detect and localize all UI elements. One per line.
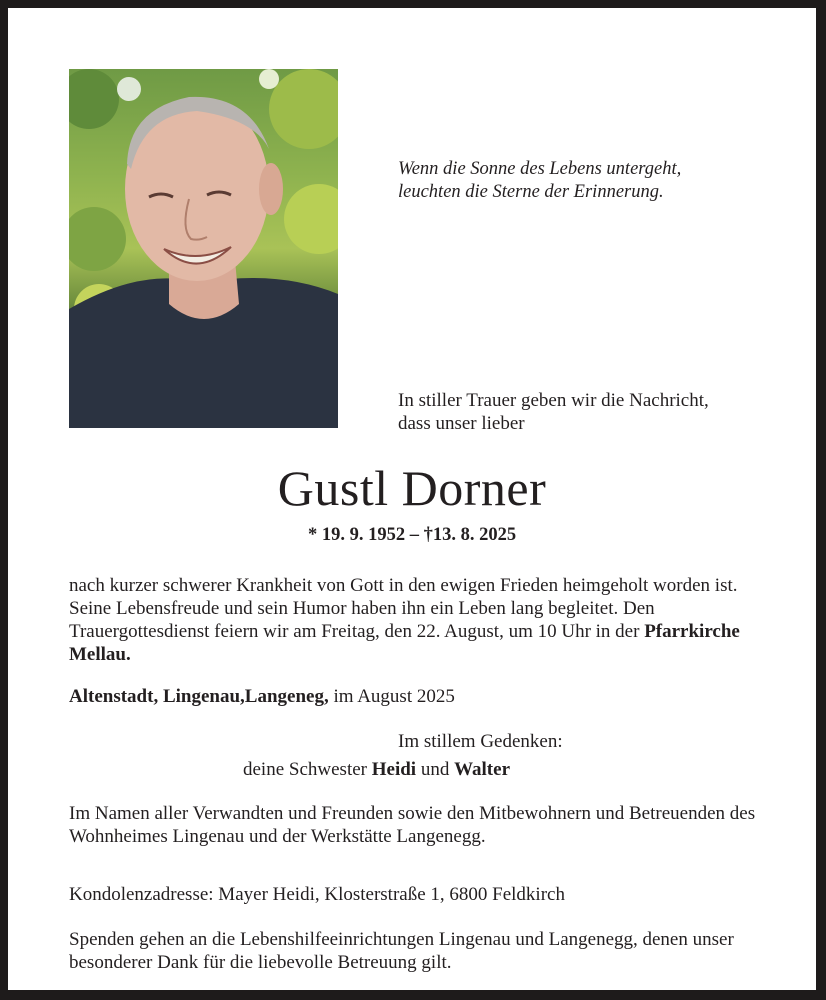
- birth-symbol: *: [307, 525, 318, 545]
- issue-date: im August 2025: [328, 686, 455, 707]
- obituary-page: [8, 8, 816, 990]
- mourner-name-2: Walter: [454, 759, 511, 780]
- condolence-address: Kondolenzadresse: Mayer Heidi, Klosterstraße 1, 6800 Feldkirch: [69, 884, 565, 905]
- mourner-prefix: deine Schwester: [243, 759, 372, 780]
- portrait-illustration: [69, 69, 338, 428]
- portrait-photo: [69, 69, 338, 428]
- announcement-body: [69, 574, 759, 666]
- body-end: .: [126, 644, 131, 665]
- deceased-name: Gustl Dorner: [277, 460, 547, 516]
- donation-note: Spenden gehen an die Lebenshilfeeinrichtungen Lingenau und Langenegg, denen unser besonderer Dank für die liebevolle Betreuung gilt.: [69, 929, 734, 973]
- life-dates: [8, 525, 816, 546]
- body-text: nach kurzer schwerer Krankheit von Gott in den ewigen Frieden heimgeholt worden ist. Seine Lebensfreude und sein Humor haben ihn ein Leben lang begleitet. Den Trauergottesdienst feiern wir am Freitag, den 22. August, um 10 Uhr in der: [69, 575, 738, 642]
- birth-date: 19. 9. 1952: [321, 525, 406, 545]
- quote-line-1: Wenn die Sonne des Lebens untergeht,: [398, 159, 682, 179]
- death-date: 13. 8. 2025: [432, 525, 517, 545]
- announcement-intro: [398, 389, 709, 435]
- date-separator: –: [405, 525, 424, 545]
- memorial-quote: [398, 158, 681, 204]
- intro-line-1: In stiller Trauer geben wir die Nachricht,: [398, 390, 709, 411]
- mourners: [243, 758, 510, 781]
- places: Altenstadt, Lingenau,Langeneg,: [69, 686, 329, 707]
- on-behalf-text: Im Namen aller Verwandten und Freunden sowie den Mitbewohnern und Betreuenden des Wohnheimes Lingenau und der Werkstätte Langenegg.: [69, 803, 756, 847]
- mourner-name-1: Heidi: [371, 759, 417, 780]
- intro-line-2: dass unser lieber: [398, 413, 525, 434]
- church-name: Pfarrkirche Mellau: [69, 621, 740, 665]
- place-and-date: [69, 685, 455, 708]
- memory-heading: Im stillem Gedenken:: [398, 731, 563, 752]
- mourner-conj: und: [416, 759, 455, 780]
- death-symbol: †: [423, 525, 433, 545]
- quote-line-2: leuchten die Sterne der Erinnerung.: [398, 182, 664, 202]
